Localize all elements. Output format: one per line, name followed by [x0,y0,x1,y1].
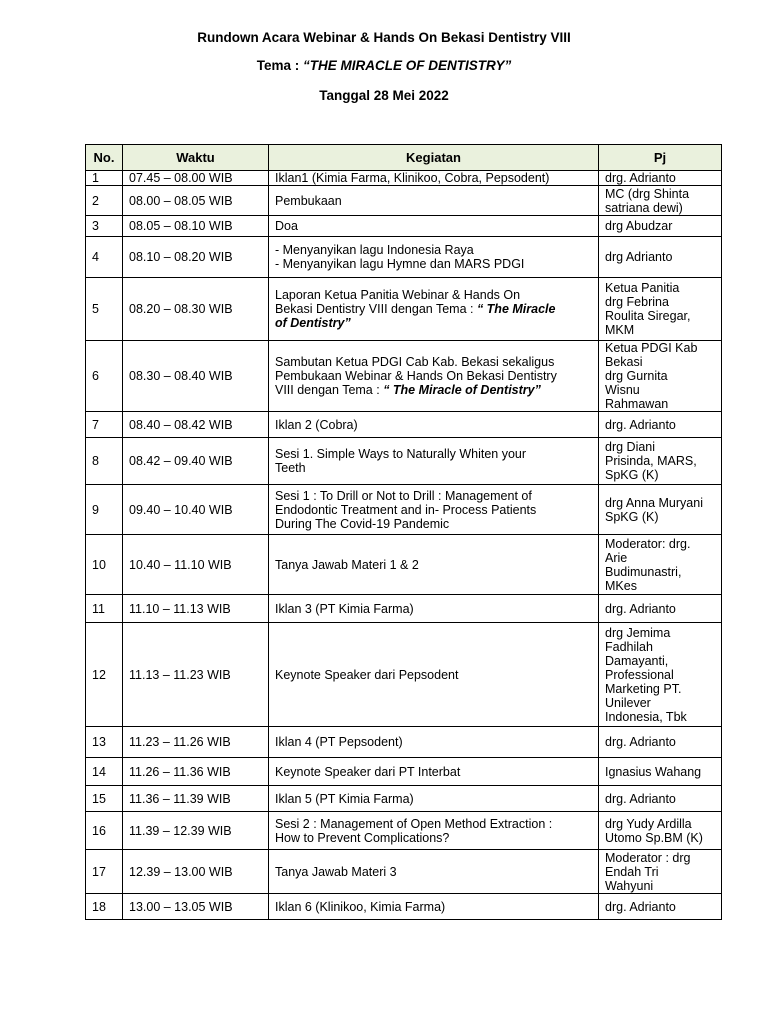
cell-no: 9 [86,485,123,535]
cell-text-line: drg. Adrianto [605,601,676,616]
cell-text-line: Iklan 6 (Klinikoo, Kimia Farma) [275,899,446,914]
cell-text-line: Utomo Sp.BM (K) [605,830,703,845]
cell-text-line: Iklan 3 (PT Kimia Farma) [275,601,414,616]
cell-pj [599,278,722,341]
table-row [86,412,722,438]
table-row [86,216,722,237]
cell-kegiatan [269,438,599,485]
cell-text-line: Damayanti, [605,653,669,668]
cell-text-line: drg Febrina [605,295,669,309]
cell-waktu: 11.13 – 11.23 WIB [123,623,269,727]
cell-text-line: drg Yudy Ardilla [605,816,692,831]
table-row [86,485,722,535]
cell-no: 7 [86,412,123,438]
table-row [86,535,722,595]
cell-no: 13 [86,727,123,758]
cell-text-line: Unilever [605,695,651,710]
cell-text-line: VIII dengan Tema : [275,383,384,397]
cell-no: 8 [86,438,123,485]
cell-text-line: Ketua Panitia [605,281,680,295]
header-no: No. [86,145,123,171]
event-date: Tanggal 28 Mei 2022 [319,88,449,103]
cell-emphasis-text: “ The Miracle [476,302,556,316]
cell-text-line: drg Jemima [605,625,671,640]
cell-kegiatan [269,727,599,758]
cell-text-line: Sesi 1. Simple Ways to Naturally Whiten your [275,447,527,461]
cell-no: 5 [86,278,123,341]
cell-text-line: SpKG (K) [605,509,659,524]
cell-text-line: Pembukaan Webinar & Hands On Bekasi Dentistry [275,369,557,383]
cell-kegiatan [269,412,599,438]
cell-pj [599,237,722,278]
table-row [86,850,722,894]
cell-text-line: Endodontic Treatment and in- Process Patients [275,502,537,517]
cell-kegiatan [269,485,599,535]
header-pj: Pj [599,145,722,171]
cell-text-line: - Menyanyikan lagu Indonesia Raya [275,243,474,257]
cell-text-line: Doa [275,219,298,233]
cell-pj [599,758,722,786]
cell-pj [599,438,722,485]
cell-text-line: Endah Tri [605,864,659,879]
table-row [86,727,722,758]
cell-text-line: drg. Adrianto [605,791,676,806]
table-row [86,786,722,812]
cell-pj [599,595,722,623]
table-row [86,812,722,850]
cell-text-line: drg. Adrianto [605,899,676,914]
cell-no: 11 [86,595,123,623]
cell-waktu: 11.39 – 12.39 WIB [123,812,269,850]
cell-kegiatan [269,850,599,894]
document-title: Rundown Acara Webinar & Hands On Bekasi Dentistry VIII [197,30,571,45]
cell-waktu: 11.10 – 11.13 WIB [123,595,269,623]
cell-kegiatan [269,623,599,727]
cell-waktu: 10.40 – 11.10 WIB [123,535,269,595]
table-header-row [86,145,722,171]
cell-text-line: Wisnu [605,383,640,397]
cell-text-line: MC (drg Shinta [605,186,690,201]
cell-text-line: drg Adrianto [605,250,673,264]
cell-pj [599,727,722,758]
tema-line [0,58,768,73]
cell-text-line: Tanya Jawab Materi 3 [275,864,397,879]
cell-emphasis-text: of Dentistry” [275,316,351,330]
cell-kegiatan [269,758,599,786]
cell-no: 16 [86,812,123,850]
cell-no: 18 [86,894,123,920]
cell-waktu: 13.00 – 13.05 WIB [123,894,269,920]
cell-text-line: Prisinda, MARS, [605,454,697,468]
cell-no: 4 [86,237,123,278]
cell-pj [599,535,722,595]
header-kegiatan: Kegiatan [269,145,599,171]
cell-waktu: 09.40 – 10.40 WIB [123,485,269,535]
cell-kegiatan [269,186,599,216]
cell-text-line: Laporan Ketua Panitia Webinar & Hands On [275,288,521,302]
cell-text-line: Iklan 4 (PT Pepsodent) [275,735,403,749]
cell-text-line: Teeth [275,461,306,475]
cell-text-line: During The Covid-19 Pandemic [275,516,450,531]
cell-kegiatan [269,595,599,623]
cell-pj [599,485,722,535]
cell-waktu: 08.42 – 09.40 WIB [123,438,269,485]
cell-text-line: Moderator : drg [605,850,691,865]
header-waktu: Waktu [123,145,269,171]
cell-kegiatan [269,786,599,812]
cell-no: 6 [86,341,123,412]
cell-text-line: MKM [605,323,635,337]
cell-text-line: satriana dewi) [605,200,683,215]
cell-pj [599,341,722,412]
cell-text-line: Professional [605,667,674,682]
cell-text-line: drg Abudzar [605,219,673,233]
cell-text-line: Tanya Jawab Materi 1 & 2 [275,557,419,572]
cell-text-line: Keynote Speaker dari Pepsodent [275,667,459,682]
cell-text-line: drg. Adrianto [605,417,676,432]
cell-text-line: Iklan 5 (PT Kimia Farma) [275,791,414,806]
cell-text-line: Sesi 2 : Management of Open Method Extraction : [275,816,553,831]
cell-text-line: Iklan1 (Kimia Farma, Klinikoo, Cobra, Pepsodent) [275,171,550,185]
cell-text-line: Pembukaan [275,193,342,208]
cell-waktu: 08.20 – 08.30 WIB [123,278,269,341]
cell-waktu: 08.30 – 08.40 WIB [123,341,269,412]
cell-waktu: 11.36 – 11.39 WIB [123,786,269,812]
cell-text-line: Arie [605,550,628,565]
table-row [86,623,722,727]
table-row [86,341,722,412]
cell-text-line: Marketing PT. [605,681,682,696]
rundown-table [85,144,722,920]
table-row [86,171,722,186]
cell-text-line: drg. Adrianto [605,171,676,185]
table-row [86,758,722,786]
cell-text-line: Indonesia, Tbk [605,709,687,724]
cell-no: 10 [86,535,123,595]
cell-kegiatan [269,812,599,850]
cell-kegiatan [269,171,599,186]
cell-waktu: 08.05 – 08.10 WIB [123,216,269,237]
cell-pj [599,412,722,438]
cell-kegiatan [269,894,599,920]
cell-text-line: Bekasi Dentistry VIII dengan Tema : [275,302,477,316]
cell-pj [599,786,722,812]
cell-emphasis-text: “ The Miracle of Dentistry” [383,383,541,397]
tema-value: “THE MIRACLE OF DENTISTRY” [303,58,512,73]
cell-text-line: Wahyuni [605,878,654,893]
cell-text-line: Budimunastri, [605,564,682,579]
cell-pj [599,623,722,727]
cell-text-line: drg. Adrianto [605,735,676,749]
cell-text-line: Ignasius Wahang [605,764,702,779]
cell-pj [599,186,722,216]
table-row [86,186,722,216]
cell-waktu: 08.10 – 08.20 WIB [123,237,269,278]
cell-text-line: Sambutan Ketua PDGI Cab Kab. Bekasi sekaligus [275,355,555,369]
tema-label: Tema : [256,58,303,73]
cell-waktu: 08.40 – 08.42 WIB [123,412,269,438]
cell-waktu: 12.39 – 13.00 WIB [123,850,269,894]
cell-pj [599,171,722,186]
cell-no: 15 [86,786,123,812]
cell-kegiatan [269,278,599,341]
cell-waktu: 07.45 – 08.00 WIB [123,171,269,186]
cell-text-line: drg Diani [605,440,656,454]
cell-kegiatan [269,535,599,595]
table-row [86,278,722,341]
cell-text-line: Bekasi [605,355,643,369]
cell-text-line: Sesi 1 : To Drill or Not to Drill : Management of [275,488,532,503]
cell-kegiatan [269,237,599,278]
cell-text-line: Keynote Speaker dari PT Interbat [275,764,461,779]
cell-no: 12 [86,623,123,727]
cell-text-line: Iklan 2 (Cobra) [275,417,358,432]
cell-text-line: drg Gurnita [605,369,668,383]
cell-waktu: 11.23 – 11.26 WIB [123,727,269,758]
cell-kegiatan [269,216,599,237]
cell-no: 3 [86,216,123,237]
cell-text-line: drg Anna Muryani [605,495,703,510]
table-row [86,438,722,485]
cell-pj [599,894,722,920]
cell-text-line: Ketua PDGI Kab [605,341,698,355]
cell-no: 1 [86,171,123,186]
table-row [86,595,722,623]
cell-text-line: Rahmawan [605,397,669,411]
table-row [86,894,722,920]
cell-text-line: - Menyanyikan lagu Hymne dan MARS PDGI [275,257,525,271]
cell-waktu: 11.26 – 11.36 WIB [123,758,269,786]
table-row [86,237,722,278]
cell-pj [599,216,722,237]
cell-text-line: SpKG (K) [605,468,659,482]
cell-no: 2 [86,186,123,216]
cell-text-line: Roulita Siregar, [605,309,691,323]
cell-kegiatan [269,341,599,412]
cell-text-line: Moderator: drg. [605,536,691,551]
cell-text-line: MKes [605,578,637,593]
cell-pj [599,850,722,894]
cell-waktu: 08.00 – 08.05 WIB [123,186,269,216]
cell-no: 14 [86,758,123,786]
cell-text-line: Fadhilah [605,639,653,654]
cell-text-line: How to Prevent Complications? [275,830,450,845]
cell-no: 17 [86,850,123,894]
cell-pj [599,812,722,850]
